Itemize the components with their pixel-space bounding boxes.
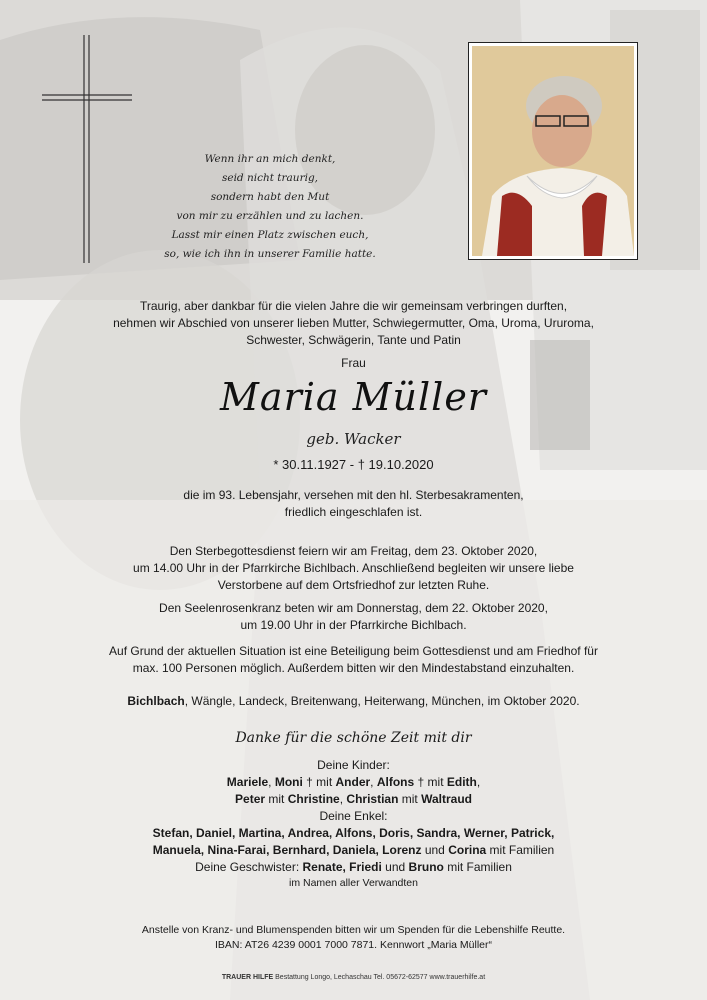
poem-line: Lasst mir einen Platz zwischen euch, bbox=[171, 229, 369, 241]
sep: , bbox=[339, 792, 347, 806]
children-label: Deine Kinder: bbox=[317, 758, 390, 772]
name: Alfons bbox=[376, 775, 415, 789]
covid-line: Auf Grund der aktuellen Situation ist eine Beteiligung beim Gottesdienst und am Friedhof für bbox=[109, 644, 598, 658]
intro-line: Traurig, aber dankbar für die vielen Jahre die wir gemeinsam verbringen durften, bbox=[139, 299, 568, 313]
name: Edith bbox=[446, 775, 477, 789]
poem-line: seid nicht traurig, bbox=[221, 172, 319, 184]
covid-text bbox=[0, 643, 707, 677]
footer-brand: TRAUER HILFE bbox=[221, 974, 274, 981]
sep: und bbox=[421, 843, 449, 857]
funeral-text bbox=[0, 543, 707, 594]
cross-icon bbox=[40, 35, 135, 265]
death-line: friedlich eingeschlafen ist. bbox=[284, 505, 423, 519]
thanks-line: Danke für die schöne Zeit mit dir bbox=[235, 730, 472, 746]
places-date bbox=[0, 693, 707, 710]
sep: , bbox=[476, 775, 481, 789]
name: Peter bbox=[235, 792, 266, 806]
poem bbox=[150, 150, 390, 264]
sep: † mit bbox=[302, 775, 336, 789]
donation-text bbox=[0, 923, 707, 953]
name: Moni bbox=[274, 775, 303, 789]
birth-name: geb. Wacker bbox=[306, 430, 401, 448]
portrait-photo bbox=[468, 42, 638, 260]
siblings-line bbox=[0, 859, 707, 876]
children-line bbox=[0, 774, 707, 791]
poem-line: von mir zu erzählen und zu lachen. bbox=[176, 210, 364, 222]
poem-line: sondern habt den Mut bbox=[210, 191, 330, 203]
sep: , bbox=[370, 775, 377, 789]
name: Mariele bbox=[226, 775, 269, 789]
funeral-line: Verstorbene auf dem Ortsfriedhof zur letzten Ruhe. bbox=[217, 578, 490, 592]
name: Manuela, Nina-Farai, Bernhard, Daniela, Lorenz bbox=[152, 843, 422, 857]
funeral-line: Den Sterbegottesdienst feiern wir am Freitag, dem 23. Oktober 2020, bbox=[169, 544, 538, 558]
rosary-line: Den Seelenrosenkranz beten wir am Donnerstag, dem 22. Oktober 2020, bbox=[159, 601, 548, 615]
death-line: die im 93. Lebensjahr, versehen mit den hl. Sterbesakramenten, bbox=[183, 488, 524, 502]
grandchildren-label: Deine Enkel: bbox=[319, 809, 388, 823]
intro-line: nehmen wir Abschied von unserer lieben Mutter, Schwiegermutter, Oma, Uroma, Ururoma, bbox=[113, 316, 594, 330]
sep: mit bbox=[398, 792, 422, 806]
family-list bbox=[0, 757, 707, 891]
name: Waltraud bbox=[421, 792, 472, 806]
poem-line: Wenn ihr an mich denkt, bbox=[204, 153, 336, 165]
grandchildren-line bbox=[0, 842, 707, 859]
intro-line: Schwester, Schwägerin, Tante und Patin bbox=[246, 333, 461, 347]
name: Christine bbox=[287, 792, 340, 806]
sep: mit Familien bbox=[443, 860, 512, 874]
salutation: Frau bbox=[341, 356, 366, 370]
name: Christian bbox=[346, 792, 399, 806]
donation-line: IBAN: AT26 4239 0001 7000 7871. Kennwort „Maria Müller“ bbox=[214, 939, 493, 951]
deceased-name: Maria Müller bbox=[220, 375, 487, 419]
death-text bbox=[0, 487, 707, 521]
footer bbox=[0, 974, 707, 981]
name: Ander bbox=[335, 775, 371, 789]
portrait-image bbox=[472, 46, 634, 256]
label: Deine Geschwister: bbox=[195, 860, 303, 874]
footer-text: Bestattung Longo, Lechaschau Tel. 05672-62577 www.trauerhilfe.at bbox=[273, 974, 486, 981]
sep: und bbox=[381, 860, 409, 874]
funeral-line: um 14.00 Uhr in der Pfarrkirche Bichlbach. Anschließend begleiten wir unsere liebe bbox=[133, 561, 574, 575]
rosary-text bbox=[0, 600, 707, 634]
places-rest: , Wängle, Landeck, Breitenwang, Heiterwang, München, im Oktober 2020. bbox=[184, 694, 580, 708]
rosary-line: um 19.00 Uhr in der Pfarrkirche Bichlbach. bbox=[240, 618, 467, 632]
poem-line: so, wie ich ihn in unserer Familie hatte. bbox=[164, 248, 376, 260]
life-dates: * 30.11.1927 - † 19.10.2020 bbox=[273, 457, 434, 472]
closing-line: im Namen aller Verwandten bbox=[289, 877, 418, 889]
sep: mit Familien bbox=[486, 843, 555, 857]
covid-line: max. 100 Personen möglich. Außerdem bitten wir den Mindestabstand einzuhalten. bbox=[132, 661, 575, 675]
grandchildren-line bbox=[0, 825, 707, 842]
name: Bruno bbox=[408, 860, 444, 874]
name: Corina bbox=[448, 843, 487, 857]
name: Stefan, Daniel, Martina, Andrea, Alfons, Doris, Sandra, Werner, Patrick, bbox=[152, 826, 555, 840]
name: Renate, Friedi bbox=[302, 860, 382, 874]
sep: † mit bbox=[414, 775, 447, 789]
donation-line: Anstelle von Kranz- und Blumenspenden bitten wir um Spenden für die Lebenshilfe Reutte. bbox=[141, 924, 566, 936]
children-line bbox=[0, 791, 707, 808]
sep: mit bbox=[265, 792, 288, 806]
place-first: Bichlbach bbox=[127, 694, 185, 708]
sep: , bbox=[268, 775, 275, 789]
intro-text bbox=[0, 298, 707, 349]
